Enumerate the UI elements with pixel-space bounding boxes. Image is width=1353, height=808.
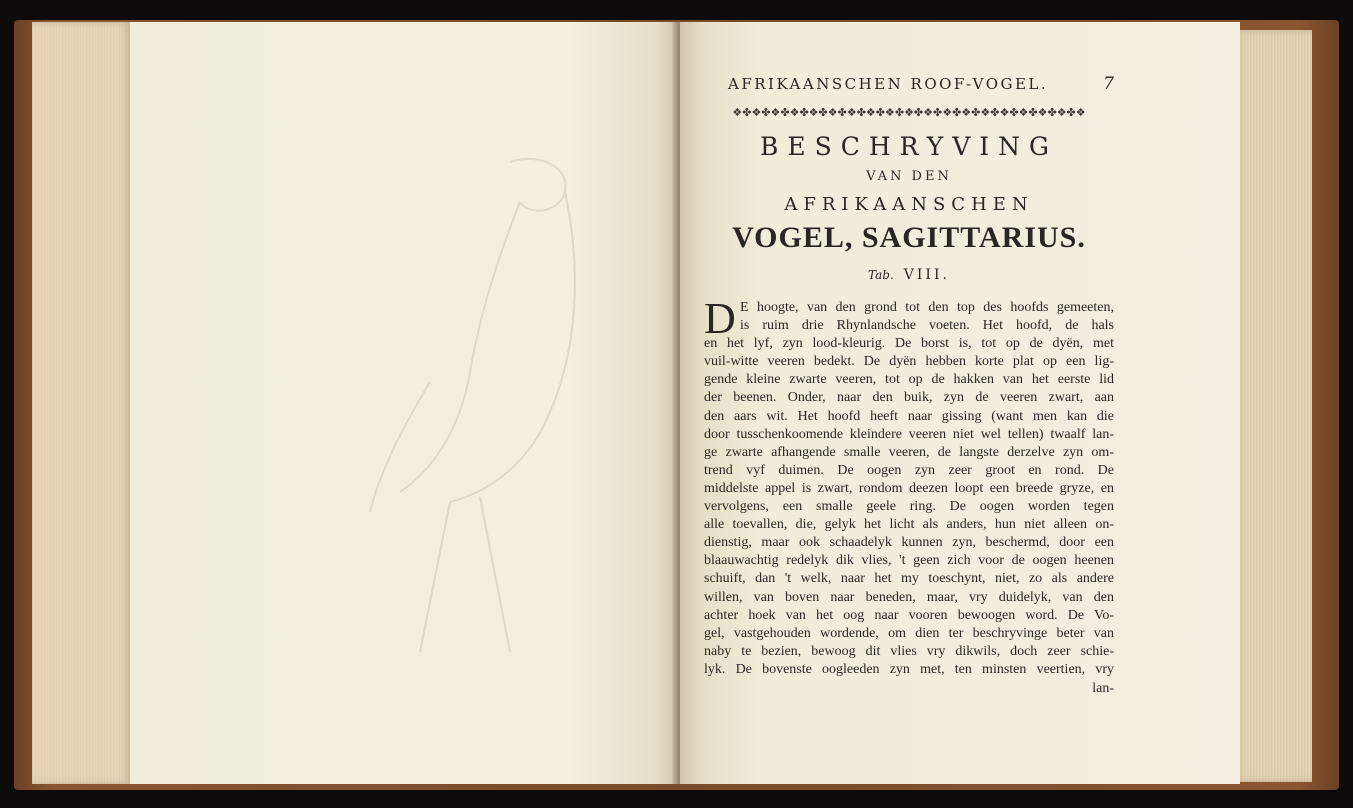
- title-line-1: BESCHRYVING: [759, 132, 1058, 161]
- page-edges-left: [32, 22, 132, 784]
- text-line: dienstig, maar ook schaadelyk kunnen zyn, beschermd, door een: [704, 535, 1114, 551]
- text-line: gel, vastgehouden wordende, om dien ter beschryvinge beter van: [704, 625, 1114, 641]
- text-line: den aars wit. Het hoofd heeft naar gissing (want men kan die: [704, 408, 1114, 424]
- page-number: 7: [1103, 74, 1114, 94]
- text-line: lyk. De bovenste oogleeden zyn met, ten minsten veertien, vry: [704, 661, 1114, 677]
- text-line: blaauwachtig redelyk dik vlies, 't geen zich voor de oogen heenen: [704, 553, 1114, 569]
- title-line-4: VOGEL, SAGITTARIUS.: [732, 221, 1086, 254]
- text-line: alle toevallen, die, gelyk het licht als anders, hun niet alleen on-: [704, 517, 1114, 533]
- text-line: der beenen. Onder, naar den buik, zyn de veeren zwart, aan: [704, 390, 1114, 406]
- text-line: middelste appel is zwart, rondom deezen loopt een breede gryze, en: [704, 480, 1114, 496]
- plate-prefix: Tab.: [868, 268, 894, 282]
- title-line-3: AFRIKAANSCHEN: [784, 194, 1034, 215]
- text-line: is ruim drie Rhynlandsche voeten. Het hoofd, de hals: [740, 318, 1114, 334]
- plate-number: VIII.: [903, 267, 950, 283]
- bleed-through-illustration: [280, 132, 640, 672]
- ornament-border: ❖✤❖✤❖✤❖✤❖✤❖✤❖✤❖✤❖✤❖✤❖✤❖✤❖✤❖✤❖✤❖✤❖✤❖✤❖: [732, 106, 1086, 119]
- text-line: gende kleine zwarte veeren, tot op de hakken van het eerste lid: [704, 372, 1114, 388]
- text-line: vuil-witte veeren bedekt. De dyën hebben korte plat op een lig-: [704, 354, 1114, 370]
- text-line: achter hoek van het oog naar vooren bewoogen word. De Vo-: [704, 607, 1114, 623]
- page-edges-right: [1232, 30, 1312, 782]
- text-line: en het lyf, zyn lood-kleurig. De borst is, tot op de dyën, met: [704, 336, 1114, 352]
- catchword: lan-: [1092, 680, 1114, 696]
- drop-cap: D: [704, 294, 736, 343]
- text-line: trend vyf duimen. De oogen zyn zeer groot en rond. De: [704, 462, 1114, 478]
- left-page: [130, 22, 678, 784]
- running-head: [704, 74, 1114, 94]
- text-line: willen, van boven naar beneden, maar, vry duidelyk, van den: [704, 589, 1114, 605]
- text-line: ge zwarte afhangende smalle veeren, de langste derzelve zyn om-: [704, 444, 1114, 460]
- running-head-title: AFRIKAANSCHEN ROOF-VOGEL.: [728, 75, 1049, 93]
- text-line: E hoogte, van den grond tot den top des hoofds gemeeten,: [740, 300, 1114, 315]
- title-line-2: VAN DEN: [866, 169, 952, 184]
- text-block: [704, 74, 1114, 698]
- body-text: [704, 294, 1114, 698]
- text-line: naby te bezien, bewoog dit vlies vry dikwils, doch zeer schie-: [704, 643, 1114, 659]
- text-line: vervolgens, een smalle geele ring. De oogen worden tegen: [704, 499, 1114, 515]
- plate-reference: [704, 267, 1114, 283]
- text-line: door tusschenkoomende kleindere veeren niet wel tellen) twaalf lan-: [704, 426, 1114, 442]
- text-line: schuift, dan 't welk, naar het my toeschynt, niet, zo als andere: [704, 571, 1114, 587]
